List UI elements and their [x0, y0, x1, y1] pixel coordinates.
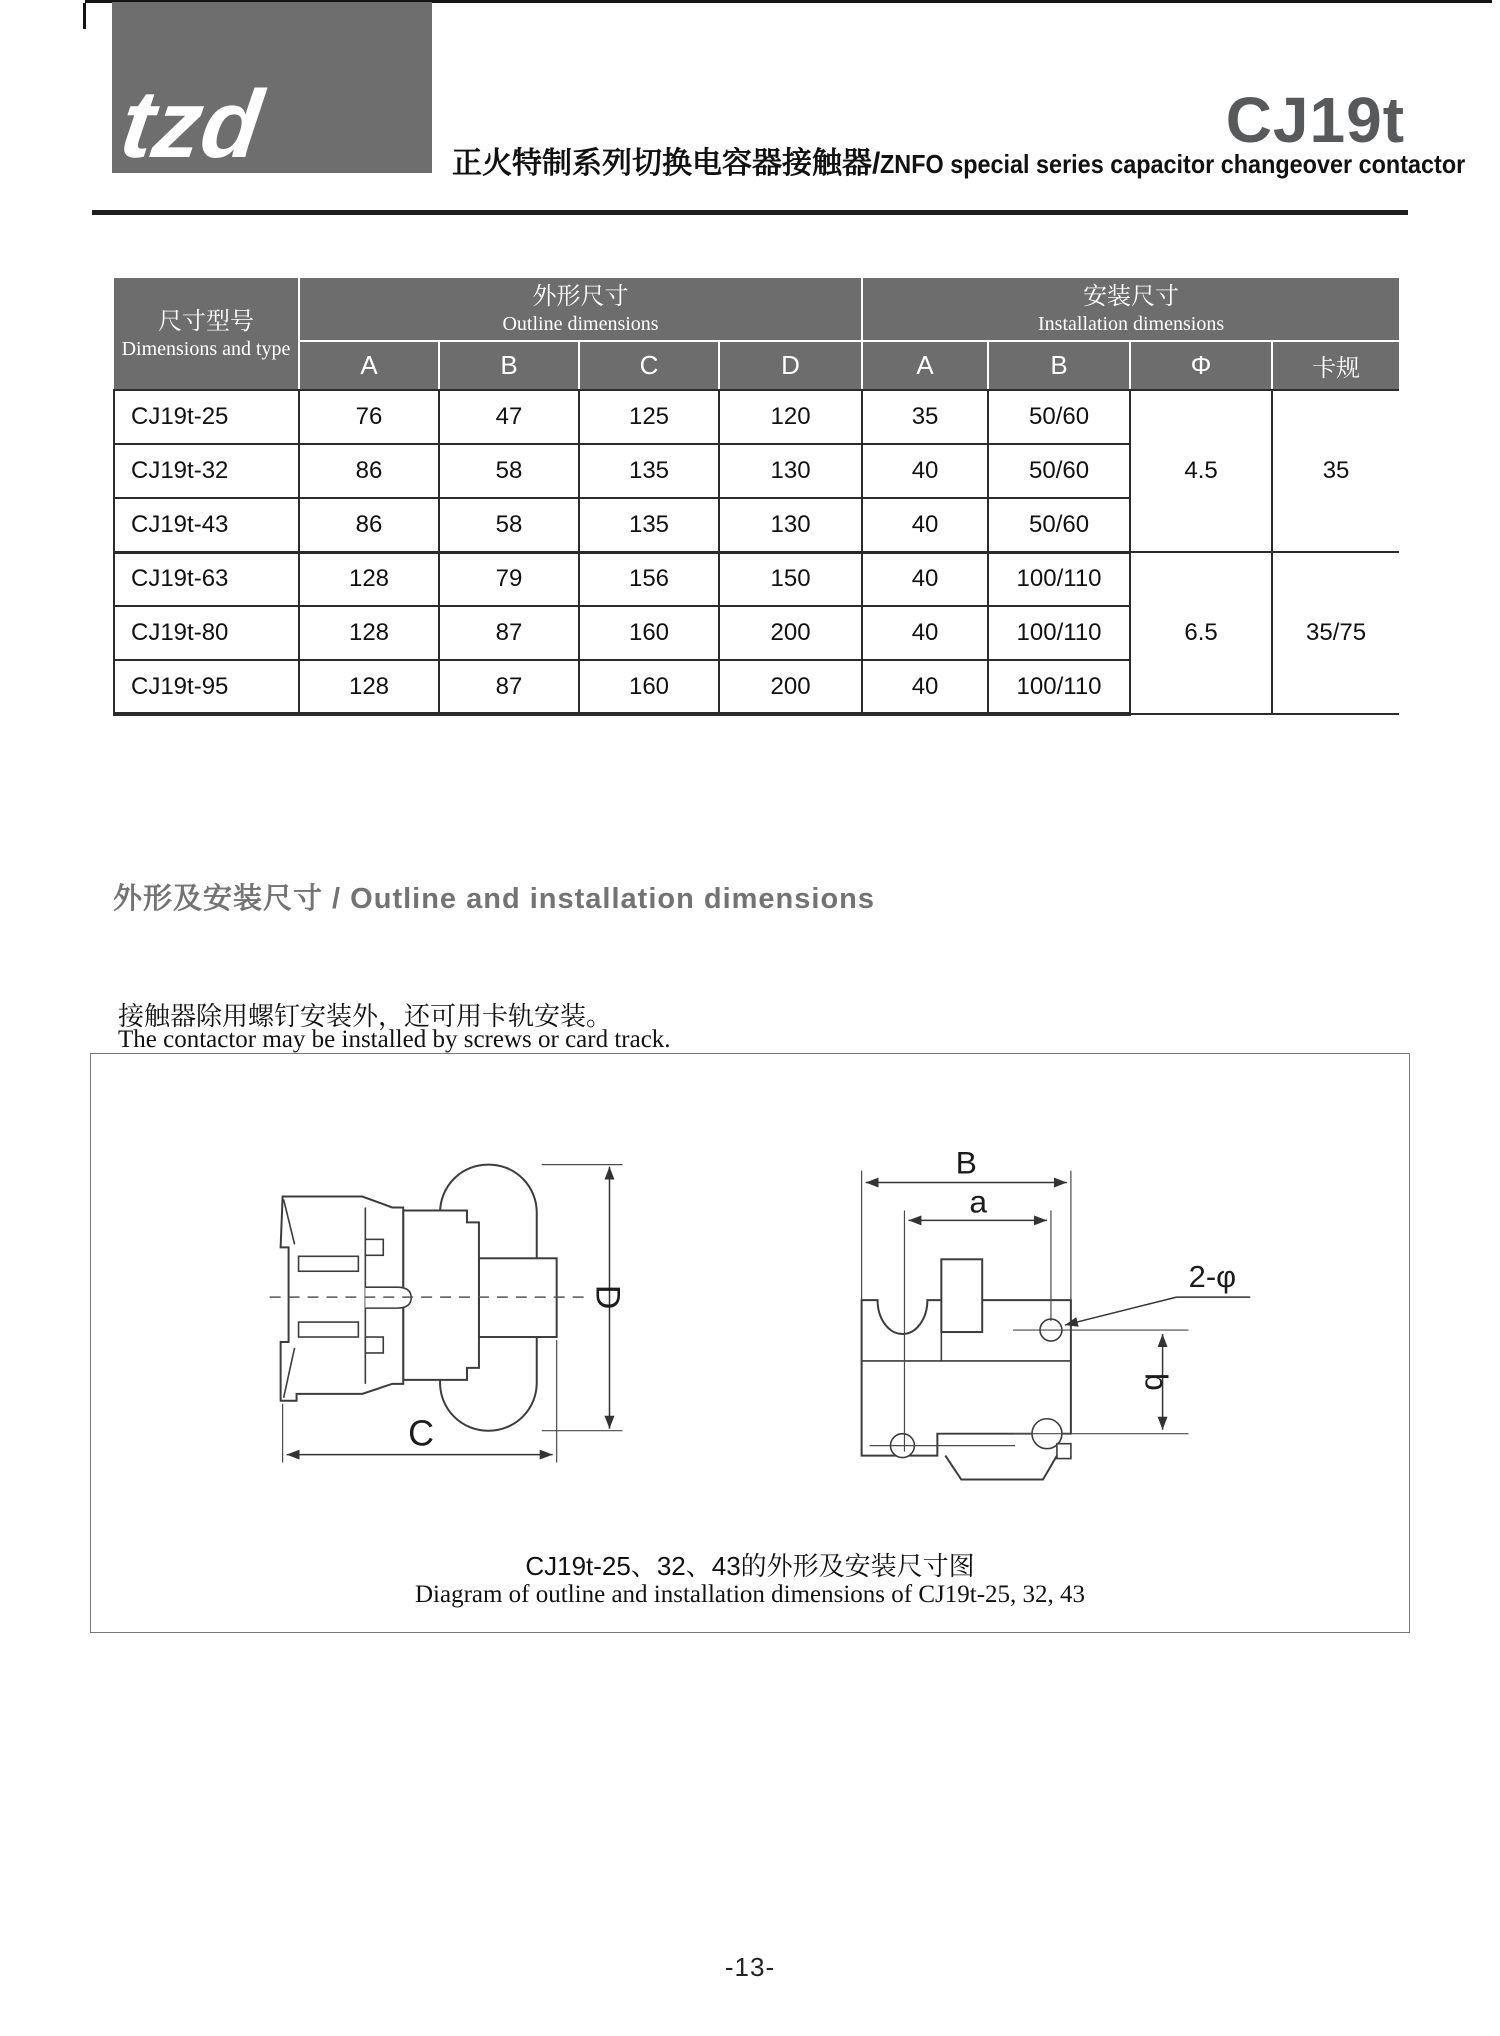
cell-gauge-merged-top: 35 — [1272, 390, 1399, 552]
cell-type: CJ19t-63 — [114, 552, 299, 606]
cell-a: 76 — [299, 390, 439, 444]
cell-b: 87 — [439, 606, 579, 660]
diagram-caption-chinese: CJ19t-25、32、43的外形及安装尺寸图 — [525, 1551, 975, 1581]
dimension-diagram-box — [90, 1053, 1410, 1633]
hole-callout-leader — [1065, 1297, 1177, 1325]
cell-c: 160 — [579, 606, 719, 660]
page-number: -13- — [724, 1952, 776, 1982]
contactor-body — [403, 1210, 479, 1379]
cell-a: 86 — [299, 498, 439, 552]
cell-a: 128 — [299, 552, 439, 606]
cell-install-b: 100/110 — [988, 606, 1130, 660]
cell-install-a: 40 — [862, 552, 988, 606]
dim-label-b: b — [1138, 1372, 1175, 1391]
column-header-type: 尺寸型号 Dimensions and type — [114, 278, 299, 390]
cell-install-b: 50/60 — [988, 390, 1130, 444]
brand-logo: tzd — [114, 71, 269, 178]
installation-note-english: The contactor may be installed by screws or card track. — [118, 1026, 671, 1053]
column-header-outline-b: B — [439, 341, 579, 390]
cell-b: 87 — [439, 660, 579, 714]
contactor-outline-drawing — [270, 1165, 627, 1463]
installation-note-chinese: 接触器除用螺钉安装外，还可用卡轨安装。 — [118, 1001, 613, 1031]
dim-label-C: C — [408, 1413, 435, 1454]
cell-c: 135 — [579, 498, 719, 552]
cell-type: CJ19t-32 — [114, 444, 299, 498]
cell-install-b: 100/110 — [988, 660, 1130, 714]
cell-c: 156 — [579, 552, 719, 606]
cell-phi-merged-bottom: 6.5 — [1130, 552, 1272, 714]
header-divider — [92, 210, 1408, 215]
cell-a: 128 — [299, 660, 439, 714]
cell-install-b: 50/60 — [988, 498, 1130, 552]
cell-install-a: 40 — [862, 444, 988, 498]
top-tab — [941, 1259, 982, 1332]
cell-install-b: 50/60 — [988, 444, 1130, 498]
table-header-row-letters — [114, 341, 1399, 390]
cell-c: 125 — [579, 390, 719, 444]
cell-install-a: 40 — [862, 660, 988, 714]
column-header-install-b: B — [988, 341, 1130, 390]
cell-install-b: 100/110 — [988, 552, 1130, 606]
crop-mark — [83, 3, 86, 29]
section-title: 外形及安装尺寸 / Outline and installation dimensions — [113, 883, 875, 915]
dim-label-a: a — [969, 1183, 988, 1220]
table-row — [114, 552, 1399, 606]
cell-type: CJ19t-43 — [114, 498, 299, 552]
subtitle-english: ZNFO special series capacitor changeover contactor — [880, 149, 1466, 179]
column-header-card-gauge: 卡规 — [1272, 341, 1399, 390]
cell-type: CJ19t-25 — [114, 390, 299, 444]
cell-type: CJ19t-80 — [114, 606, 299, 660]
bottom-foot — [945, 1456, 1057, 1480]
dim-label-D: D — [588, 1284, 627, 1310]
cell-a: 128 — [299, 606, 439, 660]
installation-drawing — [862, 1145, 1251, 1480]
table-row — [114, 390, 1399, 444]
cell-install-a: 40 — [862, 606, 988, 660]
cell-d: 200 — [719, 660, 862, 714]
cell-install-a: 35 — [862, 390, 988, 444]
cell-b: 47 — [439, 390, 579, 444]
cell-b: 58 — [439, 444, 579, 498]
column-header-outline-a: A — [299, 341, 439, 390]
column-header-phi: Φ — [1130, 341, 1272, 390]
column-header-outline-d: D — [719, 341, 862, 390]
table-header-row-groups — [114, 278, 1399, 341]
cell-a: 86 — [299, 444, 439, 498]
product-subtitle — [452, 147, 1466, 186]
column-group-installation-dimensions: 安装尺寸 Installation dimensions — [862, 278, 1399, 341]
column-header-outline-c: C — [579, 341, 719, 390]
cell-d: 130 — [719, 444, 862, 498]
cell-gauge-merged-bottom: 35/75 — [1272, 552, 1399, 714]
dimensions-table — [113, 278, 1399, 716]
column-group-outline-dimensions: 外形尺寸 Outline dimensions — [299, 278, 862, 341]
cell-type: CJ19t-95 — [114, 660, 299, 714]
brand-logo-box — [112, 2, 432, 178]
cell-d: 200 — [719, 606, 862, 660]
cell-phi-merged-top: 4.5 — [1130, 390, 1272, 552]
cell-b: 58 — [439, 498, 579, 552]
cell-d: 120 — [719, 390, 862, 444]
cell-install-a: 40 — [862, 498, 988, 552]
product-model-title: CJ19t — [1225, 84, 1405, 156]
cell-c: 135 — [579, 444, 719, 498]
cell-c: 160 — [579, 660, 719, 714]
hole-callout-label: 2-φ — [1188, 1259, 1237, 1295]
column-header-install-a: A — [862, 341, 988, 390]
dim-label-B: B — [955, 1144, 977, 1181]
subtitle-chinese: 正火特制系列切换电容器接触器/ — [452, 147, 881, 180]
cell-b: 79 — [439, 552, 579, 606]
cell-d: 130 — [719, 498, 862, 552]
cell-d: 150 — [719, 552, 862, 606]
diagram-caption-english: Diagram of outline and installation dimensions of CJ19t-25, 32, 43 — [414, 1581, 1086, 1608]
